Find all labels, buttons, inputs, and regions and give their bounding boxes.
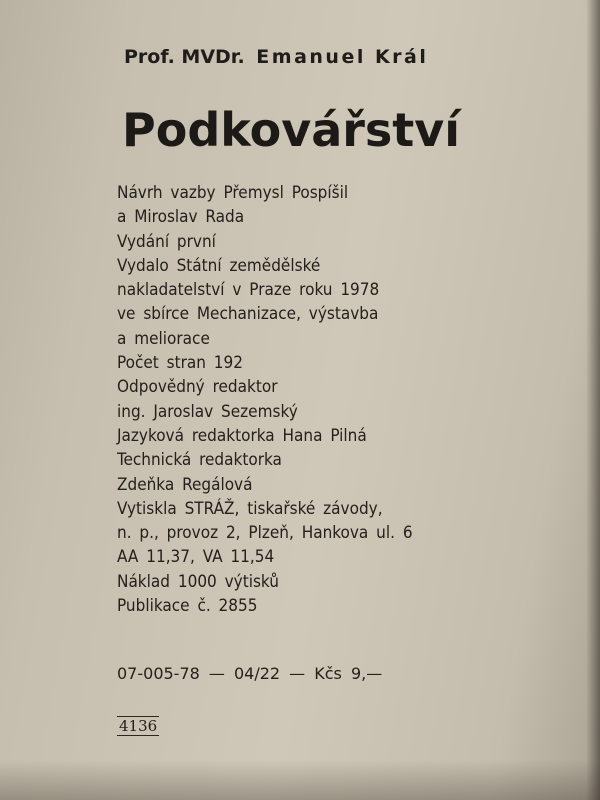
imprint-line: n. p., provoz 2, Plzeň, Hankova ul. 6 <box>117 523 413 544</box>
imprint-line: Návrh vazby Přemysl Pospíšil <box>117 183 349 203</box>
imprint-line: ing. Jaroslav Sezemský <box>117 401 298 422</box>
imprint-line: Náklad 1000 výtisků <box>117 571 279 592</box>
publication-codes: 07-005-78 — 04/22 — Kčs 9,— <box>117 664 383 683</box>
author-line <box>124 46 428 68</box>
author-name: Emanuel Král <box>256 46 429 68</box>
imprint-line: Jazyková redaktorka Hana Pilná <box>117 425 367 446</box>
imprint-line: nakladatelství v Praze roku 1978 <box>117 280 380 301</box>
page-edge-shadow <box>586 0 600 800</box>
imprint-line: ve sbírce Mechanizace, výstavba <box>117 304 379 325</box>
print-number: 4136 <box>119 717 158 735</box>
imprint-line: Technická redaktorka <box>117 450 282 471</box>
imprint-line: Odpovědný redaktor <box>117 377 278 398</box>
author-prefix: Prof. MVDr. <box>124 46 245 68</box>
book-title: Podkovářství <box>122 103 461 157</box>
imprint-line: a meliorace <box>117 328 210 349</box>
imprint-line: AA 11,37, VA 11,54 <box>117 547 275 568</box>
imprint-line: Publikace č. 2855 <box>117 596 258 617</box>
page-bottom-shadow <box>0 760 600 800</box>
imprint-line: Vydání první <box>117 231 216 252</box>
imprint-line: Vytiskla STRÁŽ, tiskařské závody, <box>117 498 383 519</box>
imprint-line: Zdeňka Regálová <box>117 474 253 495</box>
imprint-line: a Miroslav Rada <box>117 207 245 228</box>
imprint-line: Počet stran 192 <box>117 353 243 374</box>
imprint-line: Vydalo Státní zemědělské <box>117 255 321 276</box>
imprint-block <box>117 181 413 618</box>
